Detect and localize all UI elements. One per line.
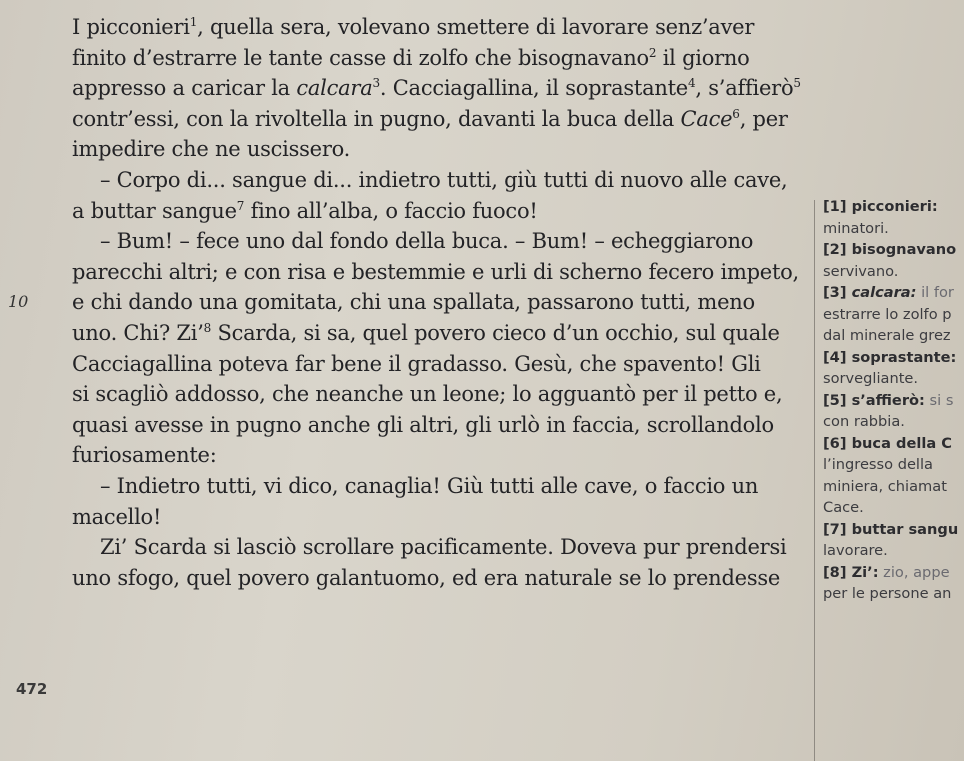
text-run: fino all’alba, o faccio fuoco!: [244, 198, 538, 223]
footnote-term: buttar sangu: [851, 520, 959, 538]
footnote-gloss: per le persone an: [823, 585, 952, 602]
footnote-term: picconieri:: [851, 198, 938, 215]
text-run: I picconieri: [72, 15, 190, 39]
footnote-gloss: zio, appe: [878, 563, 950, 581]
text-run: , quella sera, volevano smettere di lavorare senz’aver: [197, 15, 755, 39]
text-run: – Corpo di... sangue di... indietro tutti, giù tutti di nuovo alle cave,: [100, 167, 788, 192]
text-run: impedire che ne uscissero.: [72, 137, 351, 162]
text-run: finito d’estrarre le tante casse di zolfo che bisognavano: [72, 45, 649, 70]
footnote-ref: 7: [236, 198, 245, 213]
footnote: [823, 562, 964, 584]
text-run: parecchi altri; e con risa e bestemmie e urli di scherno fecero impeto,: [72, 259, 799, 284]
footnote-gloss: servivano.: [823, 262, 899, 280]
text-run: a buttar sangue: [72, 198, 237, 223]
text-line: [72, 502, 817, 533]
text-line: [72, 196, 817, 227]
text-run: Scarda, si sa, quel povero cieco d’un occhio, sul quale: [211, 320, 780, 345]
text-line: [72, 410, 817, 441]
text-run: – Bum! – fece uno dal fondo della buca. – Bum! – echeggiarono: [100, 229, 754, 254]
footnote-term: buca della C: [851, 434, 952, 452]
text-run: Zi’ Scarda si lasciò scrollare pacificamente. Doveva pur prendersi: [100, 535, 787, 560]
footnote-gloss: minatori.: [823, 219, 889, 237]
text-run: – Indietro tutti, vi dico, canaglia! Giù tutti alle cave, o faccio un: [100, 473, 759, 498]
text-run: appresso a caricar la: [72, 76, 297, 101]
footnote-term: Zi’:: [851, 563, 879, 581]
footnote-number: [1]: [823, 198, 852, 215]
text-run: Cacciagallina poteva far bene il gradasso. Gesù, che spavento! Gli: [72, 351, 761, 376]
footnote-ref: 3: [372, 76, 380, 91]
footnote-gloss: l’ingresso della: [823, 456, 933, 473]
text-line: [72, 287, 817, 318]
footnote-number: [7]: [823, 520, 852, 538]
footnote-number: [8]: [823, 563, 852, 581]
footnote-term: bisognavano: [851, 241, 957, 258]
text-line: [72, 12, 817, 43]
footnote: [823, 196, 964, 218]
footnote-ref: 6: [732, 106, 740, 121]
text-run: quasi avesse in pugno anche gli altri, gli urlò in faccia, scrollandolo: [72, 412, 774, 437]
footnote-term: calcara:: [851, 284, 917, 301]
footnote-number: [4]: [823, 348, 852, 366]
text-run: uno. Chi? Zi’: [72, 320, 204, 345]
footnote-number: [6]: [823, 434, 852, 452]
footnote-number: [5]: [823, 391, 852, 409]
footnote-gloss: con rabbia.: [823, 413, 905, 430]
text-run: e chi dando una gomitata, chi una spallata, passarono tutti, meno: [72, 290, 755, 315]
text-run: contr’essi, con la rivoltella in pugno, davanti la buca della: [72, 106, 681, 131]
footnote-ref: 1: [189, 15, 198, 29]
text-line: [72, 226, 817, 257]
text-run: uno sfogo, quel povero galantuomo, ed era naturale se lo prendesse: [72, 565, 781, 590]
footnote: [823, 519, 964, 541]
text-run: . Cacciagallina, il soprastante: [379, 76, 688, 101]
text-run: si scagliò addosso, che neanche un leone; lo agguantò per il petto e,: [72, 382, 783, 407]
margin-divider: [814, 200, 815, 761]
footnote: [823, 282, 964, 304]
footnote-ref: 2: [648, 45, 657, 60]
text-line: [72, 349, 817, 380]
footnote: [823, 390, 964, 412]
page-number: 472: [16, 680, 48, 698]
text-run: , per: [739, 106, 788, 131]
main-text: [72, 12, 817, 593]
text-line: [72, 43, 817, 74]
text-run: il giorno: [656, 45, 750, 70]
text-line: [72, 440, 817, 471]
footnote-ref: 5: [793, 76, 801, 91]
footnote-term: s’affierò:: [851, 391, 925, 409]
italic-term: Cace: [680, 106, 733, 131]
footnote-ref: 4: [688, 76, 696, 91]
footnote-gloss: sorvegliante.: [823, 370, 919, 387]
text-line: [72, 379, 817, 410]
line-number: 10: [8, 292, 29, 311]
text-line: [72, 318, 817, 349]
footnote: [823, 433, 964, 455]
footnote-gloss: estrarre lo zolfo p: [823, 305, 952, 323]
footnote-ref: 8: [203, 320, 212, 335]
footnote-gloss: il for: [916, 284, 954, 301]
footnote-number: [3]: [823, 284, 852, 301]
footnote-gloss: Cace.: [823, 499, 864, 516]
text-run: furiosamente:: [72, 443, 217, 468]
footnote: [823, 347, 964, 369]
footnote-gloss: si s: [924, 391, 954, 409]
text-line: [72, 134, 817, 165]
italic-term: calcara: [296, 76, 373, 101]
text-line: [72, 165, 817, 196]
footnote-term: soprastante:: [851, 348, 957, 366]
text-line: [72, 532, 817, 563]
footnote: [823, 239, 964, 261]
text-run: , s’affierò: [695, 76, 794, 101]
text-line: [72, 563, 817, 594]
footnotes-column: [823, 196, 964, 605]
text-line: [72, 104, 817, 135]
footnote-number: [2]: [823, 241, 852, 258]
footnote-gloss: lavorare.: [823, 542, 888, 559]
text-line: [72, 471, 817, 502]
text-line: [72, 257, 817, 288]
footnote-gloss: dal minerale grez: [823, 327, 951, 344]
text-run: macello!: [72, 504, 162, 529]
footnote-gloss: miniera, chiamat: [823, 477, 947, 495]
text-line: [72, 73, 817, 104]
